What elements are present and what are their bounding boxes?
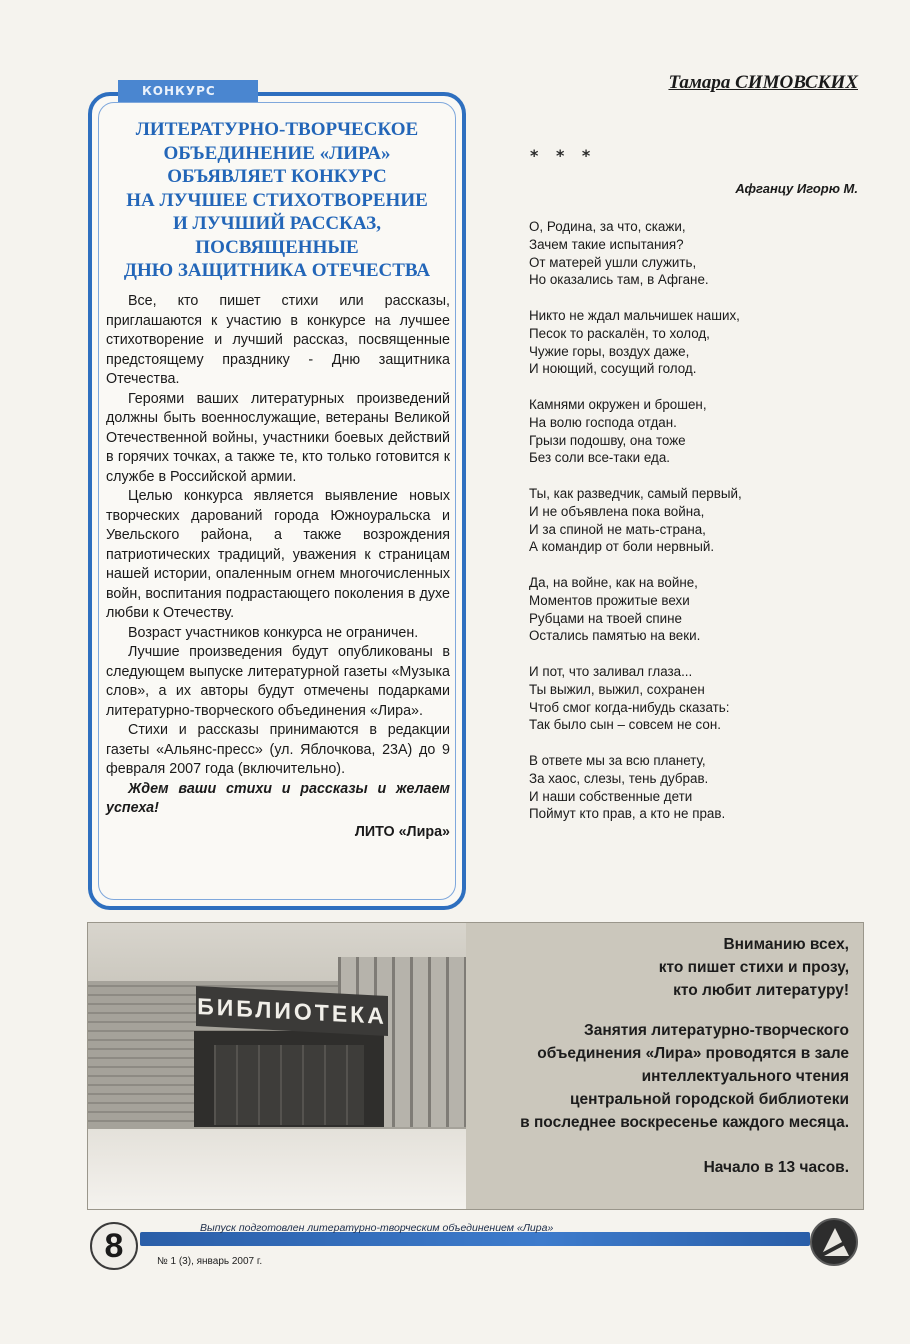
poem-stanza — [529, 218, 789, 289]
page-number: 8 — [90, 1222, 138, 1270]
heading-line: ДНЮ ЗАЩИТНИКА ОТЕЧЕСТВА — [123, 260, 431, 281]
library-sign: БИБЛИОТЕКА — [196, 986, 388, 1036]
contest-paragraph: Лучшие произведения будут опубликованы в следующем выпуске литературной газеты «Музыка слов», а их авторы будут отмечены подарками литературно-творческого объединения «Лира». — [106, 644, 450, 719]
poem-stanza — [529, 752, 789, 823]
contest-paragraph: Возраст участников конкурса не ограничен. — [128, 624, 419, 641]
library-ad-banner — [87, 922, 864, 1210]
poem-line: О, Родина, за что, скажи, — [529, 219, 686, 234]
poem-stanza — [529, 574, 789, 645]
poem-line: Моментов прожитые вехи — [529, 592, 690, 608]
poem-stanza — [529, 485, 789, 556]
poem-line: От матерей ушли служить, — [529, 254, 697, 270]
ad-line: центральной городской библиотеки — [569, 1091, 849, 1108]
poem-line: И не объявлена пока война, — [529, 503, 705, 519]
poem-line: Песок то раскалён, то холод, — [529, 325, 710, 341]
poem-line: Зачем такие испытания? — [529, 236, 684, 252]
poem-line: Камнями окружен и брошен, — [529, 396, 707, 412]
poem-line: Рубцами на твоей спине — [529, 610, 682, 626]
poem-asterisks: * * * — [530, 146, 597, 165]
ad-line: интеллектуального чтения — [641, 1068, 849, 1085]
poem-line: Без соли все-таки еда. — [529, 450, 670, 466]
poem-line: И ноющий, сосущий голод. — [529, 361, 697, 377]
poem-line: За хаос, слезы, тень дубрав. — [529, 770, 709, 786]
porch-columns — [214, 1045, 364, 1125]
heading-line: ПОСВЯЩЕННЫЕ — [195, 236, 359, 258]
poem-line: На волю господа отдан. — [529, 414, 677, 430]
poem-stanza — [529, 307, 789, 378]
ad-line: объединения «Лира» проводятся в зале — [537, 1045, 849, 1062]
poem-line: И пот, что заливал глаза... — [529, 663, 693, 679]
poem-text — [529, 218, 789, 841]
poem-line: Ты выжил, выжил, сохранен — [529, 681, 705, 697]
contest-paragraph: Все, кто пишет стихи или рассказы, приглашаются к участию в конкурсе на лучшее стихотворение и лучший рассказ, посвященные предстоящему празднику - Дню защитника Отечества. — [106, 293, 450, 387]
poem-line: И наши собственные дети — [529, 788, 693, 804]
ad-text — [469, 933, 849, 1179]
ad-spacer — [469, 1002, 849, 1019]
poem-line: Да, на войне, как на войне, — [529, 574, 698, 590]
heading-line: НА ЛУЧШЕЕ СТИХОТВОРЕНИЕ — [126, 189, 428, 211]
ad-line: Занятия литературно-творческого — [584, 1022, 849, 1039]
ad-line: кто любит литературу! — [673, 982, 849, 999]
poem-line: Никто не ждал мальчишек наших, — [529, 307, 740, 323]
issue-info: № 1 (3), январь 2007 г. — [157, 1256, 263, 1267]
poem-line: Ты, как разведчик, самый первый, — [529, 485, 742, 501]
poem-line: Остались памятью на веки. — [529, 628, 701, 644]
contest-paragraph: Целью конкурса является выявление новых творческих дарований города Южноуральска и Увельского района, а также возрождения патриотических традиций, уважения к страницам нашей истории, опаленным огнем многочисленных войн, воспитания подрастающего поколения в духе любви к Отечеству. — [106, 488, 450, 621]
ad-line: Вниманию всех, — [723, 936, 849, 953]
poem-stanza — [529, 396, 789, 467]
footer-note: Выпуск подготовлен литературно-творческим объединением «Лира» — [200, 1222, 554, 1234]
poem-line: Грызи подошву, она тоже — [529, 432, 686, 448]
poem-line: Чужие горы, воздух даже, — [529, 343, 690, 359]
contest-tab-label: КОНКУРС — [118, 80, 258, 102]
heading-line: ОБЪЕДИНЕНИЕ «ЛИРА» — [163, 142, 391, 164]
snow-ground — [88, 1129, 466, 1209]
contest-heading — [100, 118, 454, 283]
heading-line: ЛИТЕРАТУРНО-ТВОРЧЕСКОЕ — [135, 119, 419, 140]
poem-author: Тамара СИМОВСКИХ — [668, 72, 858, 93]
poem-stanza — [529, 663, 789, 734]
heading-line: И ЛУЧШИЙ РАССКАЗ, — [173, 213, 381, 234]
contest-body — [106, 292, 450, 842]
poem-line: Но оказались там, в Афгане. — [529, 272, 709, 288]
ad-line: кто пишет стихи и прозу, — [658, 959, 849, 976]
footer-bar — [140, 1232, 810, 1246]
poem-line: Так было сын – совсем не сон. — [529, 717, 721, 733]
poem-line: И за спиной не мать-страна, — [529, 521, 706, 537]
contest-signature: ЛИТО «Лира» — [354, 823, 450, 840]
heading-line: ОБЪЯВЛЯЕТ КОНКУРС — [167, 166, 387, 187]
poem-dedication: Афганцу Игорю М. — [735, 181, 858, 196]
poem-line: В ответе мы за всю планету, — [529, 752, 706, 768]
library-photo — [88, 923, 466, 1209]
ad-spacer — [469, 1134, 849, 1156]
contest-closing: Ждем ваши стихи и рассказы и желаем успеха! — [106, 780, 450, 816]
poem-line: А командир от боли нервный. — [529, 539, 715, 555]
poem-line: Чтоб смог когда-нибудь сказать: — [529, 699, 730, 715]
ad-line: в последнее воскресенье каждого месяца. — [520, 1114, 849, 1131]
lyra-logo-icon — [810, 1218, 858, 1266]
ad-start-time: Начало в 13 часов. — [703, 1159, 849, 1176]
contest-paragraph: Стихи и рассказы принимаются в редакции газеты «Альянс-пресс» (ул. Яблочкова, 23А) до 9 февраля 2007 года (включительно). — [106, 722, 450, 777]
poem-line: Поймут кто прав, а кто не прав. — [529, 806, 726, 822]
contest-paragraph: Героями ваших литературных произведений должны быть военнослужащие, ветераны Великой Отечественной войны, участники боевых действий в горячих точках, а также те, кто только готовится к службе в Российской армии. — [106, 390, 450, 485]
